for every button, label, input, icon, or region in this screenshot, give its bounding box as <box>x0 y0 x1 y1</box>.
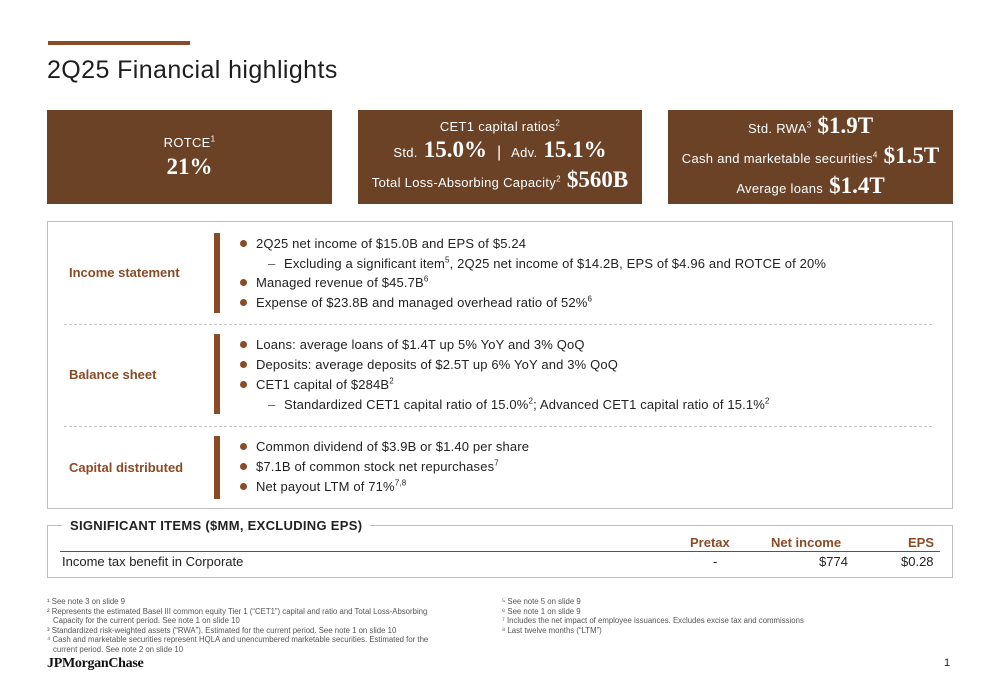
list-item: Managed revenue of $\$45.7B^6$ <box>238 273 826 293</box>
list-item: Expense of $23.8B and managed overhead ratio of 52%$^6$ <box>238 293 826 313</box>
capital-accent-bar <box>214 436 220 499</box>
table-cell-pretax: - <box>713 554 718 569</box>
rwa-value: $1.9T <box>817 113 874 138</box>
list-item: Net payout LTM of 71%$^{7,8}$ <box>238 477 529 497</box>
kpi-rotce <box>47 110 332 204</box>
list-subitem: – Excluding a significant item$^5$, 2Q25 net income of $14.2B, EPS of $4.96 and ROTCE of 20% <box>238 254 826 273</box>
cet1-label: CET1 capital ratios$^2$ <box>439 118 561 134</box>
significant-items-title: SIGNIFICANT ITEMS ($MM, EXCLUDING EPS) <box>62 518 370 533</box>
balance-sheet-label: Balance sheet <box>69 367 157 382</box>
page-number: 1 <box>944 657 951 669</box>
significant-items-table <box>47 518 953 578</box>
highlights-panel <box>47 221 953 509</box>
capital-bullets <box>238 437 529 497</box>
income-accent-bar <box>214 233 220 313</box>
footnote: ⁷ Includes the net impact of employee issuances. Excludes excise tax and commissions <box>502 616 804 625</box>
column-header: Pretax <box>690 535 730 550</box>
column-header: Net income <box>771 535 842 550</box>
list-subitem: – Standardized CET1 capital ratio of 15.0%$^2$; Advanced CET1 capital ratio of 15.1%$^2$ <box>238 395 770 414</box>
loans-row: Average loans $1.4T <box>736 173 885 198</box>
list-item: CET1 capital of $\$284B^2$ <box>238 375 770 395</box>
cet1-adv-value: 15.1% <box>543 137 607 162</box>
cet1-ratios: Std. 15.0% | Adv. 15.1% <box>393 137 607 162</box>
balance-accent-bar <box>214 334 220 414</box>
kpi-cet1 <box>358 110 642 204</box>
section-divider <box>64 426 932 427</box>
loans-value: $1.4T <box>829 173 885 198</box>
page-title: 2Q25 Financial highlights <box>47 56 338 84</box>
jpmorganchase-logo: JPMorganChase <box>47 656 144 671</box>
footnote: Capacity for the current period. See note 1 on slide 10 <box>53 616 240 625</box>
footnote: ³ Standardized risk-weighted assets (“RWA”). Estimated for the current period. See note 1 on slide 10 <box>47 625 397 635</box>
footnote: ² Represents the estimated Basel III common equity Tier 1 (“CET1”) capital and ratio and Total Loss-Absorbing <box>47 606 428 616</box>
income-statement-label: Income statement <box>69 265 180 280</box>
income-bullets <box>238 234 826 313</box>
footnote: ⁶ See note 1 on slide 9 <box>502 606 581 616</box>
list-item: Common dividend of $3.9B or $1.40 per share <box>238 437 529 457</box>
capital-distributed-label: Capital distributed <box>69 460 184 475</box>
list-item: 2Q25 net income of $15.0B and EPS of $5.24 <box>238 234 826 254</box>
footnote: ⁴ Cash and marketable securities represent HQLA and unencumbered marketable securities. Estimated for the <box>47 635 429 644</box>
cet1-std-value: 15.0% <box>423 137 487 162</box>
kpi-balance <box>668 110 953 204</box>
tlac-row: Total Loss-Absorbing Capacity$^2$ $560B <box>371 167 629 192</box>
table-cell-net-income: $774 <box>819 554 848 569</box>
section-divider <box>64 324 932 325</box>
header-rule <box>60 551 940 552</box>
list-item: $7.1B of common stock net repurchases$^7$ <box>238 457 529 477</box>
balance-bullets <box>238 335 770 414</box>
footnotes-right <box>502 597 804 635</box>
rotce-label: ROTCE$^1$ <box>163 134 216 150</box>
cash-row: Cash and marketable securities$^4$ $1.5T <box>681 143 940 168</box>
cash-value: $1.5T <box>883 143 940 168</box>
tlac-value: $560B <box>566 167 629 192</box>
list-item: Deposits: average deposits of $2.5T up 6% YoY and 3% QoQ <box>238 355 770 375</box>
footnotes-left <box>47 597 428 654</box>
footnote: ⁵ See note 5 on slide 9 <box>502 597 581 606</box>
column-header: EPS <box>908 535 935 550</box>
table-cell-item: Income tax benefit in Corporate <box>62 554 244 569</box>
footnote: ¹ See note 3 on slide 9 <box>47 597 126 606</box>
list-item: Loans: average loans of $1.4T up 5% YoY and 3% QoQ <box>238 335 770 355</box>
rwa-row: Std. RWA$^3$ $1.9T <box>747 113 874 138</box>
table-cell-eps: $0.28 <box>901 554 934 569</box>
footnote: current period. See note 2 on slide 10 <box>53 644 184 654</box>
rotce-value: 21% <box>166 153 213 179</box>
footnote: ⁸ Last twelve months (“LTM”) <box>502 625 602 635</box>
title-accent-bar <box>48 41 190 45</box>
